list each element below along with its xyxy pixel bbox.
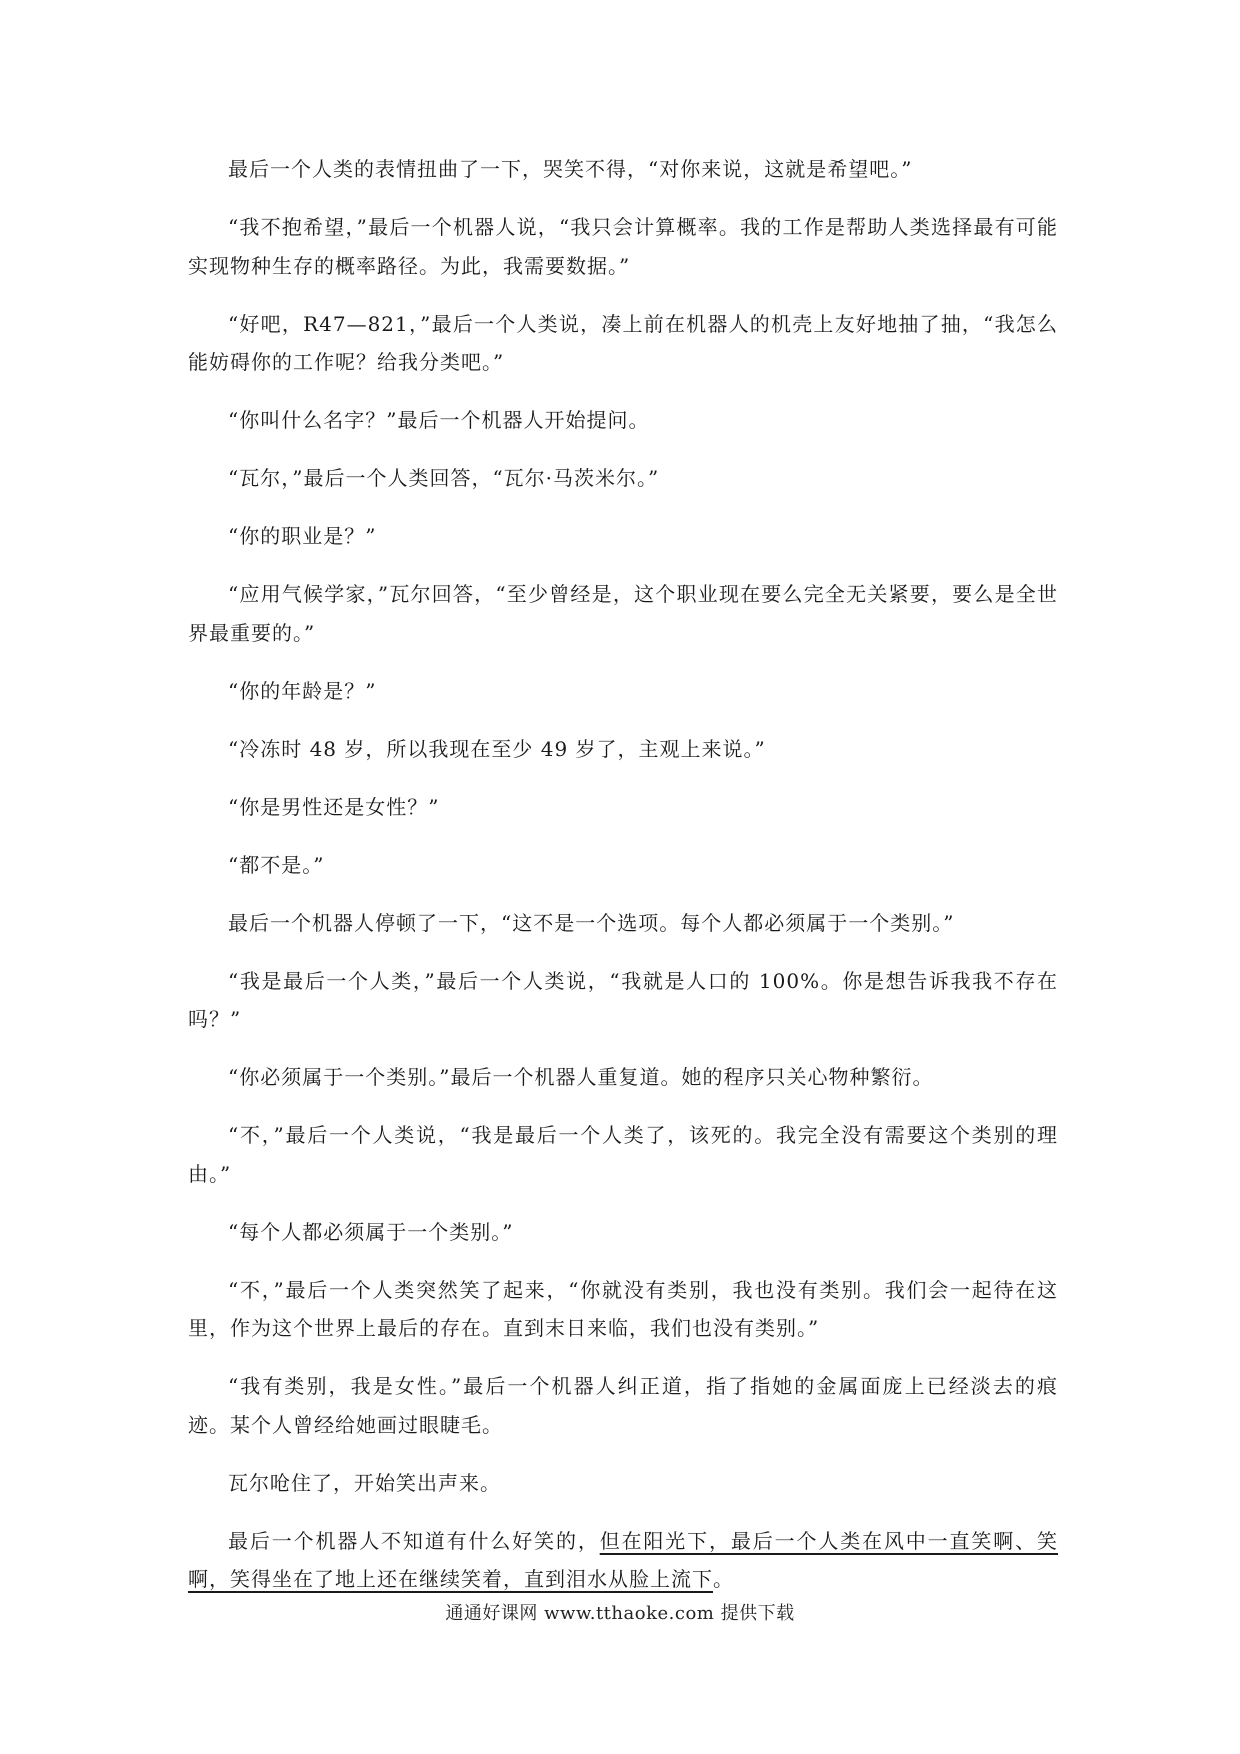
- paragraph-20-plain: 最后一个机器人不知道有什么好笑的，: [228, 1528, 600, 1553]
- paragraph-15: “不，”最后一个人类说，“我是最后一个人类了，该死的。我完全没有需要这个类别的理由。”: [188, 1123, 1058, 1186]
- paragraph-11: “都不是。”: [228, 852, 325, 877]
- underlined-sentence: 但在阳光下，最后一个人类在风中一直笑啊、笑啊，笑得坐在了地上还在继续笑着，直到泪水从脸上流下: [188, 1528, 1059, 1591]
- paragraph-2: “我不抱希望，”最后一个机器人说，“我只会计算概率。我的工作是帮助人类选择最有可能实现物种生存的概率路径。为此，我需要数据。”: [188, 215, 1058, 278]
- paragraph-18: “我有类别，我是女性。”最后一个机器人纠正道，指了指她的金属面庞上已经淡去的痕迹。某个人曾经给她画过眼睫毛。: [188, 1374, 1058, 1437]
- paragraph-20: [188, 1522, 1058, 1599]
- paragraph-19: 瓦尔呛住了，开始笑出声来。: [228, 1470, 501, 1495]
- paragraph-8: “你的年龄是？”: [228, 678, 377, 703]
- paragraph-13: “我是最后一个人类，”最后一个人类说，“我就是人口的 100%。你是想告诉我我不存在吗？”: [188, 968, 1058, 1031]
- paragraph-7: “应用气候学家，”瓦尔回答，“至少曾经是，这个职业现在要么完全无关紧要，要么是全世界最重要的。”: [188, 582, 1058, 645]
- paragraph-3: “好吧，R47—821，”最后一个人类说，凑上前在机器人的机壳上友好地抽了抽，“我怎么能妨碍你的工作呢？给我分类吧。”: [188, 311, 1058, 374]
- paragraph-5: “瓦尔，”最后一个人类回答，“瓦尔·马茨米尔。”: [228, 466, 660, 490]
- paragraph-14: “你必须属于一个类别。”最后一个机器人重复道。她的程序只关心物种繁衍。: [228, 1065, 934, 1089]
- page-footer: 通通好课网 www.tthaoke.com 提供下载: [445, 1603, 795, 1624]
- paragraph-4: “你叫什么名字？”最后一个机器人开始提问。: [228, 408, 650, 432]
- paragraph-6: “你的职业是？”: [228, 524, 377, 548]
- paragraph-16: “每个人都必须属于一个类别。”: [228, 1219, 514, 1244]
- paragraph-10: “你是男性还是女性？”: [228, 794, 440, 819]
- paragraph-17: “不，”最后一个人类突然笑了起来，“你就没有类别，我也没有类别。我们会一起待在这里，作为这个世界上最后的存在。直到末日来临，我们也没有类别。”: [188, 1277, 1058, 1340]
- paragraph-20-tail: 。: [713, 1567, 734, 1591]
- paragraph-1: 最后一个人类的表情扭曲了一下，哭笑不得，“对你来说，这就是希望吧。”: [228, 157, 913, 181]
- paragraph-12: 最后一个机器人停顿了一下，“这不是一个选项。每个人都必须属于一个类别。”: [228, 910, 955, 935]
- document-body: [188, 150, 1058, 1618]
- paragraph-9: “冷冻时 48 岁，所以我现在至少 49 岁了，主观上来说。”: [228, 736, 766, 761]
